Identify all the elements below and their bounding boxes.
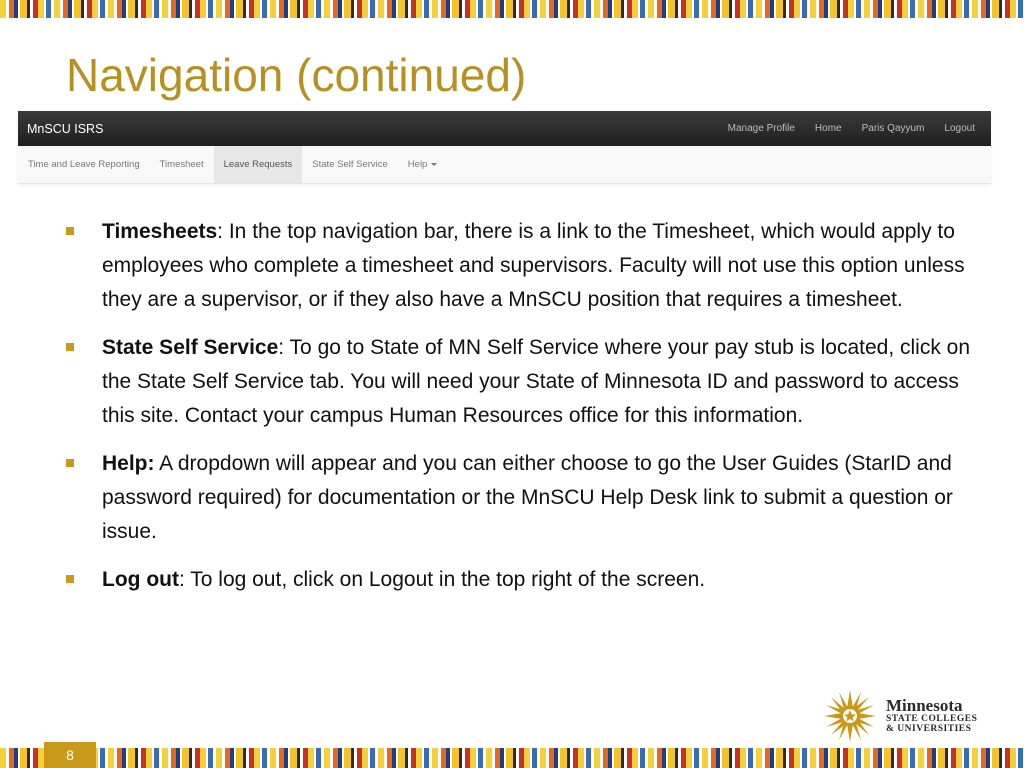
- bullet-item-log-out: [60, 563, 980, 597]
- tab-label: Time and Leave Reporting: [28, 159, 140, 170]
- manage-profile-link[interactable]: Manage Profile: [727, 123, 795, 134]
- top-nav-links: [718, 123, 991, 134]
- tab-label: Timesheet: [159, 159, 204, 170]
- square-bullet-icon: [66, 343, 74, 351]
- tab-state-self-service[interactable]: [302, 146, 398, 183]
- bullet-term: Log out: [102, 568, 179, 591]
- isrs-navigation-screenshot: [18, 111, 991, 183]
- bullet-list: [60, 215, 980, 611]
- logo-line-3: & UNIVERSITIES: [886, 723, 972, 734]
- caret-down-icon: [431, 163, 437, 166]
- tab-label: Leave Requests: [223, 159, 293, 170]
- page-number: 8: [44, 742, 96, 768]
- home-link[interactable]: Home: [814, 123, 842, 134]
- bullet-term: Timesheets: [102, 220, 218, 243]
- bullet-term: Help:: [102, 452, 155, 475]
- bullet-item-state-self-service: [60, 331, 980, 433]
- logout-link[interactable]: Logout: [944, 123, 975, 134]
- user-name-link[interactable]: Paris Qayyum: [861, 123, 925, 134]
- square-bullet-icon: [66, 575, 74, 583]
- bullet-item-help: [60, 447, 980, 549]
- logo-wordmark: [886, 697, 977, 735]
- bullet-text: : To log out, click on Logout in the top right of the screen.: [178, 568, 706, 591]
- tab-leave-requests[interactable]: [214, 146, 303, 183]
- slide-title: Navigation (continued): [66, 49, 527, 101]
- sub-navbar: [18, 146, 991, 184]
- logo-line-2: STATE COLLEGES: [886, 713, 978, 724]
- square-bullet-icon: [66, 227, 74, 235]
- bullet-text: : To go to State of MN Self Service where your pay stub is located, click on the State Self Service tab. You will need your State of Minnesota ID and password to access this site. Contact your campus Human Resources office for this information.: [102, 336, 971, 427]
- tab-label: Help: [407, 159, 428, 170]
- tab-timesheet[interactable]: [150, 146, 214, 183]
- bottom-decorative-stripe: [0, 748, 1024, 768]
- bullet-item-timesheets: [60, 215, 980, 317]
- square-bullet-icon: [66, 459, 74, 467]
- bullet-text: A dropdown will appear and you can either choose to go the User Guides (StarID and password required) for documentation or the MnSCU Help Desk link to submit a question or issue.: [102, 452, 953, 543]
- tab-label: State Self Service: [312, 159, 388, 170]
- bullet-text: : In the top navigation bar, there is a link to the Timesheet, which would apply to employees who complete a timesheet and supervisors. Faculty will not use this option unless they are a supervisor, or if they also have a MnSCU position that requires a timesheet.: [102, 220, 965, 311]
- sunburst-logo-icon: [822, 688, 878, 744]
- tab-help[interactable]: [398, 146, 448, 183]
- top-navbar: [18, 111, 991, 146]
- minnesota-state-logo: [822, 688, 977, 744]
- top-decorative-stripe: [0, 0, 1024, 18]
- bullet-term: State Self Service: [102, 336, 279, 359]
- brand-link[interactable]: MnSCU ISRS: [27, 121, 104, 136]
- tab-time-and-leave-reporting[interactable]: [18, 146, 150, 183]
- logo-line-1: Minnesota: [886, 696, 963, 716]
